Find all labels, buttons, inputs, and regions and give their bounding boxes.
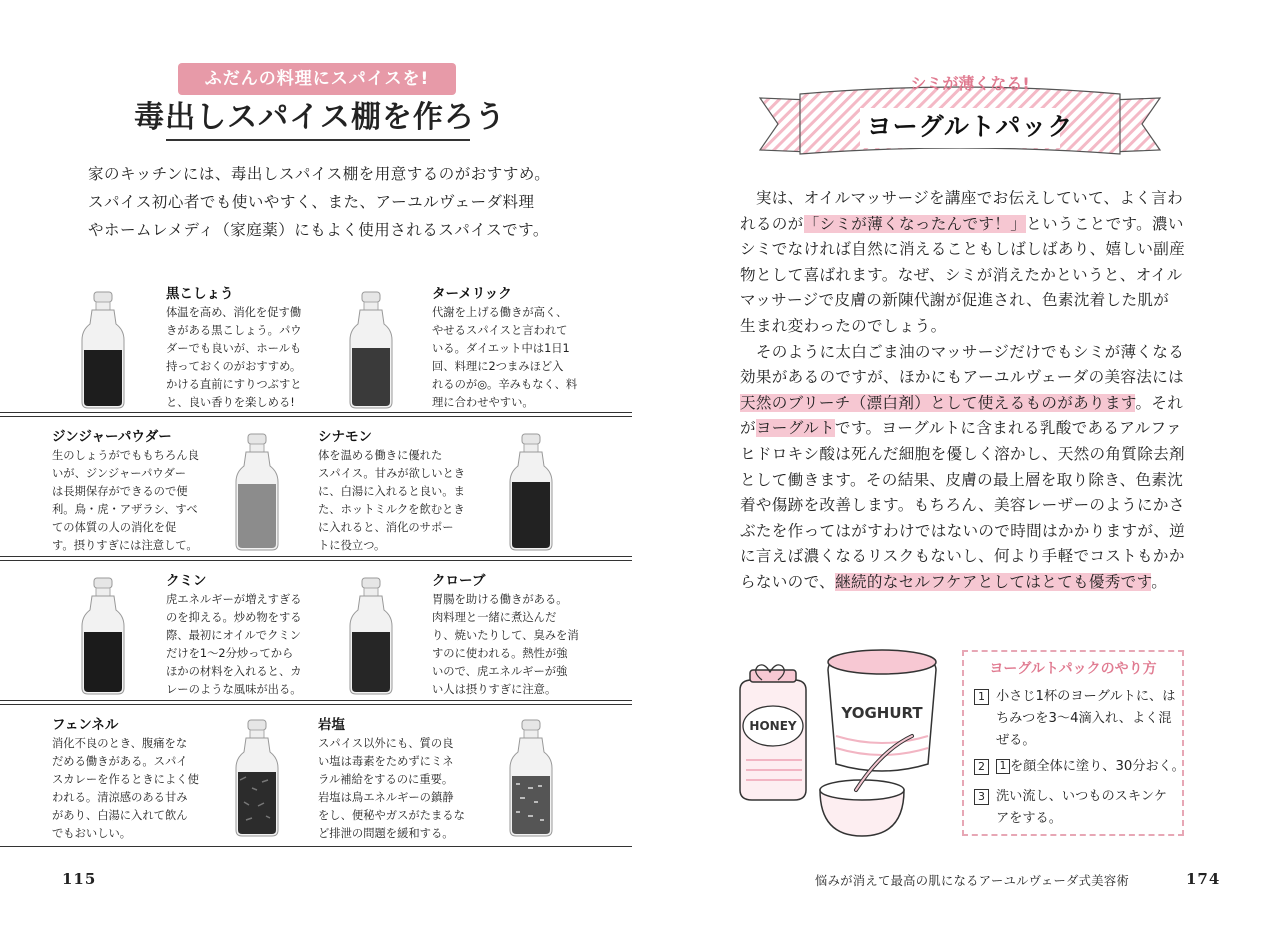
yoghurt-label: YOGHURT [841,704,923,722]
turmeric-jar [346,290,396,410]
row-divider [0,412,632,417]
running-footer: 悩みが消えて最高の肌になるアーユルヴェーダ式美容術 [815,874,1130,888]
body-line [740,442,1220,468]
spice-name: フェンネル [52,717,119,733]
section-tag: ふだんの料理にスパイスを! [178,63,456,95]
body-line [740,237,1220,263]
honey-label: HONEY [749,719,797,733]
row-divider [0,556,632,561]
spice-name: シナモン [318,429,372,445]
intro-line: 家のキッチンには、毒出しスパイス棚を用意するのがおすすめ。 [88,165,551,183]
method-step-3 [974,786,1179,830]
spice-name: ジンジャーパウダー [52,429,172,445]
spice-name: 岩塩 [318,717,345,733]
page-number-left: 115 [62,870,97,888]
rock-salt-jar [506,718,556,838]
step-ref: 1 [996,759,1010,774]
fennel-jar [232,718,282,838]
body-line [740,493,1220,519]
body-line [740,314,1220,340]
spice-desc: スパイス以外にも、質の良 い塩は毒素をためずにミネ ラル補給をするのに重要。 岩塩は鳥エネルギーの鎮静 をし、便秘やガスがたまるな ど排泄の問題を緩和する。 [318,737,465,840]
spice-clove [432,571,579,699]
row-divider [0,846,632,848]
page-number-right: 174 [1186,870,1221,888]
body-text-span: そのように太白ごま油のマッサージだけでもシミが薄くなる [740,342,1185,361]
body-text-span: ぶたを作ってはがすわけではないので時間はかかりますが、逆 [740,521,1186,540]
body-line [740,340,1220,366]
body-text-span: 。 [1151,572,1168,591]
spice-black-pepper [166,284,302,412]
method-step-1 [974,686,1179,752]
right-page [640,0,1280,937]
body-text-span: 生まれ変わったのでしょう。 [740,316,947,335]
body-line [740,263,1220,289]
cinnamon-jar [506,432,556,552]
method-title: ヨーグルトパックのやり方 [989,661,1157,677]
body-line [740,570,1220,596]
spice-desc: 虎エネルギーが増えすぎる のを抑える。炒め物をする 際、最初にオイルでクミン だけを1〜2分炒ってから ほかの材料を入れると、カ レーのような風味が出る。 [166,593,302,696]
body-line [740,212,1220,238]
body-text [740,186,1220,596]
row-divider [0,700,632,705]
step-number: 2 [974,759,989,775]
page-title: 毒出しスパイス棚を作ろう [134,100,506,135]
body-text-span: として働きます。その結果、皮膚の最上層を取り除き、色素沈 [740,470,1184,489]
highlighted-text: 継続的なセルフケアとしてはとても優秀です [835,572,1152,591]
intro-line: スパイス初心者でも使いやすく、また、アーユルヴェーダ料理 [88,193,535,211]
body-line [740,186,1220,212]
spice-desc: 体温を高め、消化を促す働 きがある黒こしょう。パウ ダーでも良いが、ホールも 持っておくのがおすすめ。 かける直前にすりつぶすと と、良い香りを楽しめる! [166,306,302,409]
body-text-span: ということです。濃い [1026,214,1184,233]
step-text: 洗い流し、いつものスキンケ アをする。 [996,789,1168,826]
highlighted-text: 「シミが薄くなったんです！」 [803,214,1027,233]
body-line [740,288,1220,314]
intro-text [88,160,558,244]
body-text-span: 実は、オイルマッサージを講座でお伝えしていて、よく言わ [740,189,1183,207]
body-line [740,416,1220,442]
banner-subtitle: シミが薄くなる! [910,74,1030,93]
spice-cinnamon [318,427,465,555]
intro-line: やホームレメディ（家庭薬）にもよく使用されるスパイスです。 [88,221,549,239]
yoghurt-pack-method-box [962,650,1184,836]
body-line [740,468,1220,494]
spice-desc: 胃腸を助ける働きがある。 肉料理と一緒に煮込んだ り、焼いたりして、臭みを消 すのに使われる。熱性が強 いので、虎エネルギーが強 い人は摂りすぎに注意。 [432,593,579,696]
body-text-span: に言えば濃くなるリスクもないし、何より手軽でコストもかか [740,547,1185,566]
body-text-span: 着や傷跡を改善します。もちろん、美容レーザーのようにかさ [740,496,1185,515]
spice-ginger-powder [52,427,199,555]
spice-desc: 消化不良のとき、腹痛をな だめる働きがある。スパイ スカレーを作るときによく使 われる。清涼感のある甘み があり、白湯に入れて飲ん でもおいしい。 [52,737,199,840]
highlighted-text: 天然のブリーチ（漂白剤）として使えるものがあります [740,393,1136,412]
highlighted-text: ヨーグルト [755,419,835,438]
cumin-jar [78,576,128,696]
title-underline [166,139,470,141]
body-line [740,544,1220,570]
body-line [740,365,1220,391]
body-text-span: です。ヨーグルトに含まれる乳酸であるアルファ [834,419,1182,438]
step-text: 1 を顔全体に塗り、30分おく。 [974,756,1179,778]
banner-title: ヨーグルトパック [866,112,1074,141]
spice-desc: 代謝を上げる働きが高く、 やせるスパイスと言われて いる。ダイエット中は1日1 回、料理に2つまみほど入 れるのが◎。辛みもなく、料 理に合わせやすい。 [432,306,578,409]
ginger-powder-jar [232,432,282,552]
body-text-span: れるのが [740,214,804,233]
body-text-span: 効果があるのですが、ほかにもアーユルヴェーダの美容法には [740,368,1184,387]
body-line [740,519,1220,545]
spice-cumin [166,571,302,699]
body-text-span: 。それ [1135,393,1184,412]
step-number: 3 [974,789,989,805]
step-number: 1 [974,689,989,705]
clove-jar [346,576,396,696]
spice-name: クミン [166,573,207,589]
spice-desc: 体を温める働きに優れた スパイス。甘みが欲しいとき に、白湯に入れると良い。ま た、ホットミルクを飲むとき に入れると、消化のサポー トに役立つ。 [318,449,466,552]
spice-fennel [52,715,199,843]
spice-turmeric [432,284,577,412]
black-pepper-jar [78,290,128,410]
body-text-span: マッサージで皮膚の新陳代謝が促進され、色素沈着した肌が [740,291,1170,310]
body-text-span: らないので、 [740,572,836,591]
honey-yoghurt-illustration [732,640,962,840]
body-text-span: シミでなければ自然に消えることもしばしばあり、嬉しい副産 [740,240,1186,259]
spice-name: クローブ [432,573,486,589]
spice-rock-salt [318,715,465,843]
step-text: 小さじ1杯のヨーグルトに、は ちみつを3〜4滴入れ、よく混 ぜる。 [996,689,1176,748]
spice-name: ターメリック [432,286,512,302]
spice-name: 黒こしょう [166,286,234,302]
body-text-span: ヒドロキシ酸は死んだ細胞を優しく溶かし、天然の角質除去剤 [740,444,1185,463]
body-line [740,391,1220,417]
method-step-2 [974,756,1185,778]
body-text-span: が [740,419,756,438]
body-text-span: 物として喜ばれます。なぜ、シミが消えたかというと、オイル [740,265,1183,284]
spice-desc: 生のしょうがでももちろん良 いが、ジンジャーパウダー は長期保存ができるので便 利。鳥・虎・アザラシ、すべ ての体質の人の消化を促 す。摂りすぎには注意して。 [52,449,199,552]
